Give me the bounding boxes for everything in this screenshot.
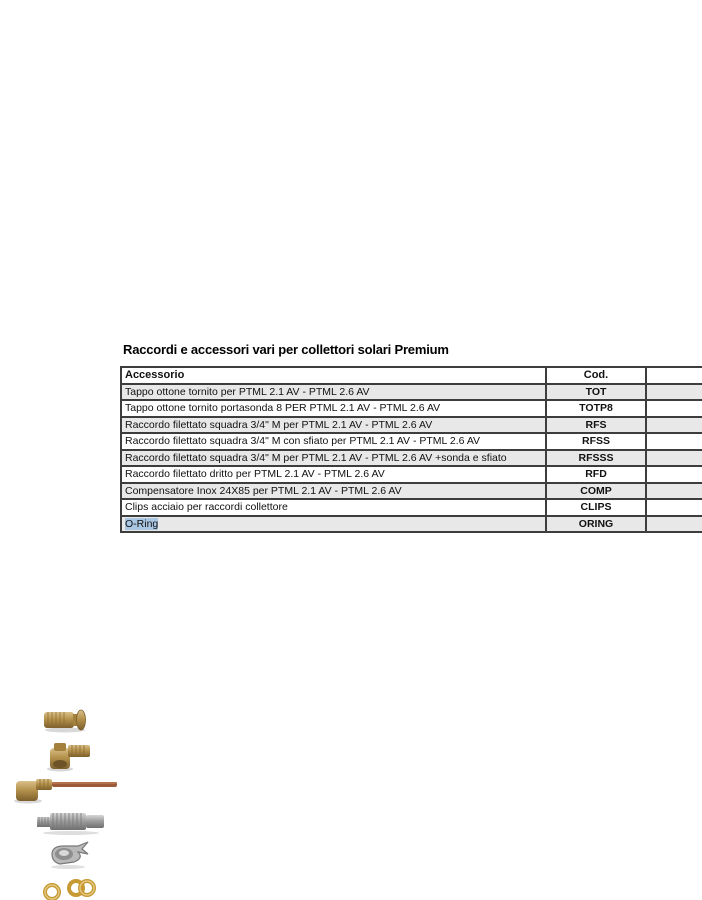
table-row — [121, 433, 702, 450]
table-row — [121, 400, 702, 417]
table-row — [121, 516, 702, 533]
o-rings-photo — [40, 876, 100, 900]
product-images-column — [0, 350, 120, 560]
steel-clip-photo — [44, 840, 96, 870]
cod-cell: RFSSS — [546, 450, 646, 467]
empty-cell — [646, 384, 702, 401]
cod-cell: ORING — [546, 516, 646, 533]
accessorio-cell: Tappo ottone tornito per PTML 2.1 AV - PTML 2.6 AV — [121, 384, 546, 401]
empty-cell — [646, 450, 702, 467]
empty-cell — [646, 483, 702, 500]
brass-turned-cap-photo — [38, 704, 93, 734]
table-row — [121, 450, 702, 467]
empty-cell — [646, 499, 702, 516]
brass-fitting-with-probe-photo — [10, 772, 120, 804]
table-body — [121, 384, 702, 533]
header-empty — [646, 367, 702, 384]
selected-text: O-Ring — [125, 517, 159, 530]
section-title: Raccordi e accessori vari per collettori solari Premium — [123, 342, 449, 357]
accessories-table — [120, 366, 702, 533]
cod-cell: TOT — [546, 384, 646, 401]
table-row — [121, 384, 702, 401]
empty-cell — [646, 400, 702, 417]
empty-cell — [646, 417, 702, 434]
cod-cell: COMP — [546, 483, 646, 500]
accessorio-cell: Raccordo filettato dritto per PTML 2.1 AV - PTML 2.6 AV — [121, 466, 546, 483]
empty-cell — [646, 433, 702, 450]
cod-cell: RFS — [546, 417, 646, 434]
header-accessorio: Accessorio — [121, 367, 546, 384]
empty-cell — [646, 466, 702, 483]
table-row — [121, 499, 702, 516]
empty-cell — [646, 516, 702, 533]
accessorio-cell: Raccordo filettato squadra 3/4" M per PTML 2.1 AV - PTML 2.6 AV +sonda e sfiato — [121, 450, 546, 467]
table-row — [121, 417, 702, 434]
header-row — [121, 367, 702, 384]
accessorio-cell: Raccordo filettato squadra 3/4" M per PTML 2.1 AV - PTML 2.6 AV — [121, 417, 546, 434]
accessorio-cell: Compensatore Inox 24X85 per PTML 2.1 AV - PTML 2.6 AV — [121, 483, 546, 500]
cod-cell: RFSS — [546, 433, 646, 450]
cod-cell: TOTP8 — [546, 400, 646, 417]
header-cod: Cod. — [546, 367, 646, 384]
accessorio-cell — [121, 516, 546, 533]
accessorio-cell: Clips acciaio per raccordi collettore — [121, 499, 546, 516]
inox-compensator-photo — [33, 808, 108, 836]
accessorio-cell: Raccordo filettato squadra 3/4" M con sfiato per PTML 2.1 AV - PTML 2.6 AV — [121, 433, 546, 450]
table-row — [121, 483, 702, 500]
brass-elbow-fitting-photo — [44, 738, 96, 772]
cod-cell: CLIPS — [546, 499, 646, 516]
table-header — [121, 367, 702, 384]
cod-cell: RFD — [546, 466, 646, 483]
table-row — [121, 466, 702, 483]
accessorio-cell: Tappo ottone tornito portasonda 8 PER PTML 2.1 AV - PTML 2.6 AV — [121, 400, 546, 417]
